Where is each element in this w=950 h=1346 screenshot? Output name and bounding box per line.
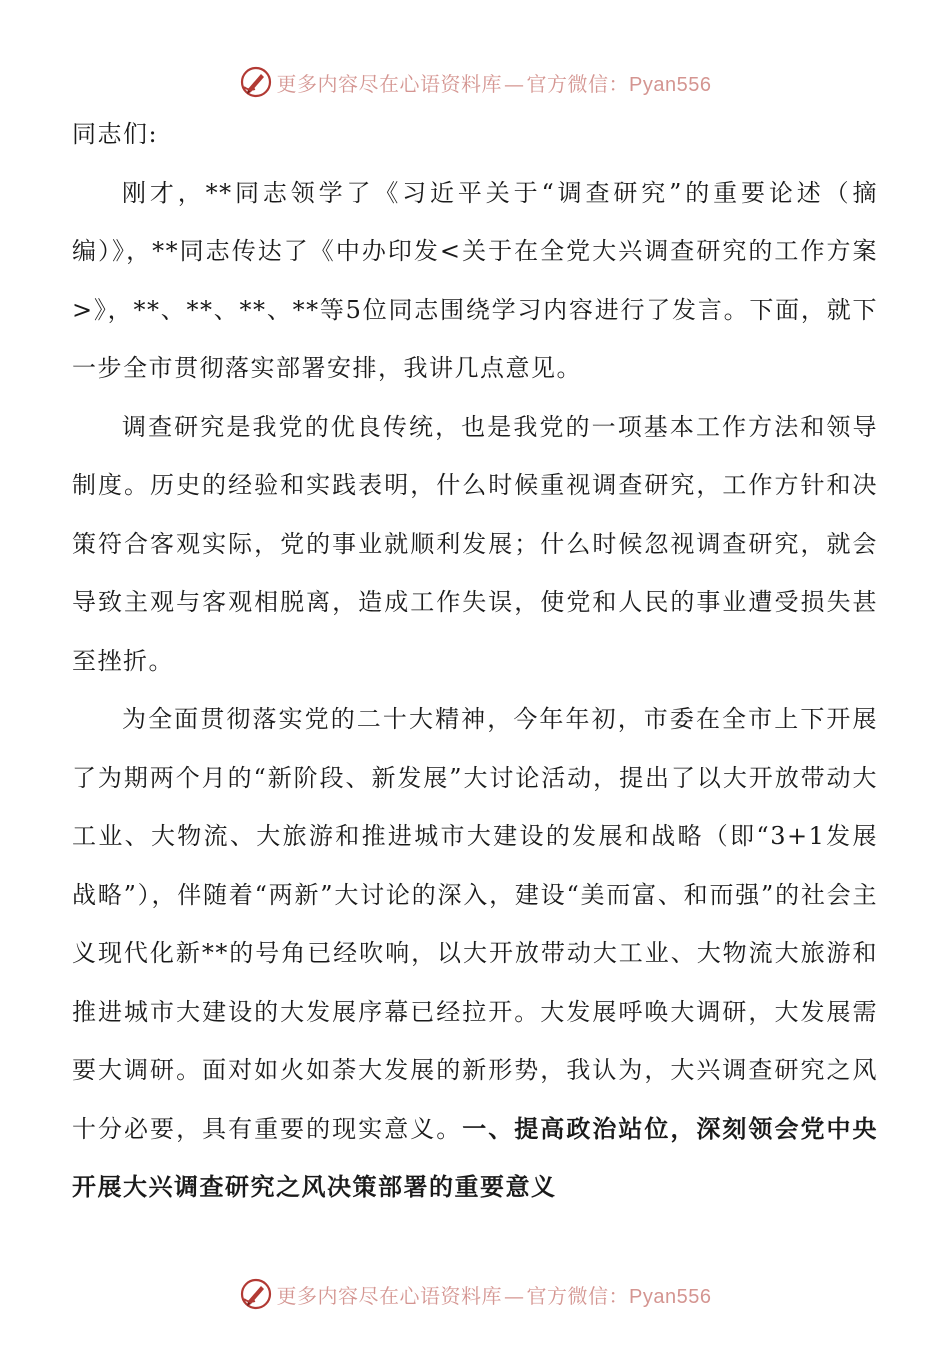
paragraph-text: 为全面贯彻落实党的二十大精神，今年年初，市委在全市上下开展了为期两个月的“新阶段、新发展”大讨论活动，提出了以大开放带动大工业、大物流、大旅游和推进城市大建设的发展和战略（即“3+1发展战略”），伴随着“两新”大讨论的深入，建设“美而富、和而强”的社会主义现代化新**的号角已经吹响，以大开放带动大工业、大物流大旅游和推进城市大建设的大发展序幕已经拉开。大发展呼唤大调研，大发展需要大调研。面对如火如荼大发展的新形势，我认为，大兴调查研究之风十分必要，具有重要的现实意义。 [72, 705, 878, 1143]
pen-seal-icon [239, 1277, 273, 1311]
document-body [72, 105, 878, 1217]
salutation: 同志们: [72, 120, 159, 148]
paragraph [72, 690, 878, 1217]
watermark-text: 更多内容尽在心语资料库 — 官方微信：Pyan556 [276, 1283, 712, 1308]
paragraph: 刚才，**同志领学了《习近平关于“调查研究”的重要论述（摘编）》，**同志传达了《中办印发<关于在全党大兴调查研究的工作方案>》，**、**、**、**等5位同志围绕学习内容进行了发言。下面，就下一步全市贯彻落实部署安排，我讲几点意见。 [72, 178, 878, 382]
watermark-banner-top [0, 62, 950, 102]
pen-seal-icon [239, 65, 273, 99]
section-heading: 一、提高政治站位，深刻领会党中央开展大兴调查研究之风决策部署的重要意义 [72, 1113, 878, 1201]
watermark-text: 更多内容尽在心语资料库 — 官方微信：Pyan556 [276, 71, 712, 96]
paragraph: 调查研究是我党的优良传统，也是我党的一项基本工作方法和领导制度。历史的经验和实践表明，什么时候重视调查研究，工作方针和决策符合客观实际，党的事业就顺利发展；什么时候忽视调查研究，就会导致主观与客观相脱离，造成工作失误，使党和人民的事业遭受损失甚至挫折。 [72, 412, 878, 675]
watermark-banner-bottom [0, 1274, 950, 1314]
